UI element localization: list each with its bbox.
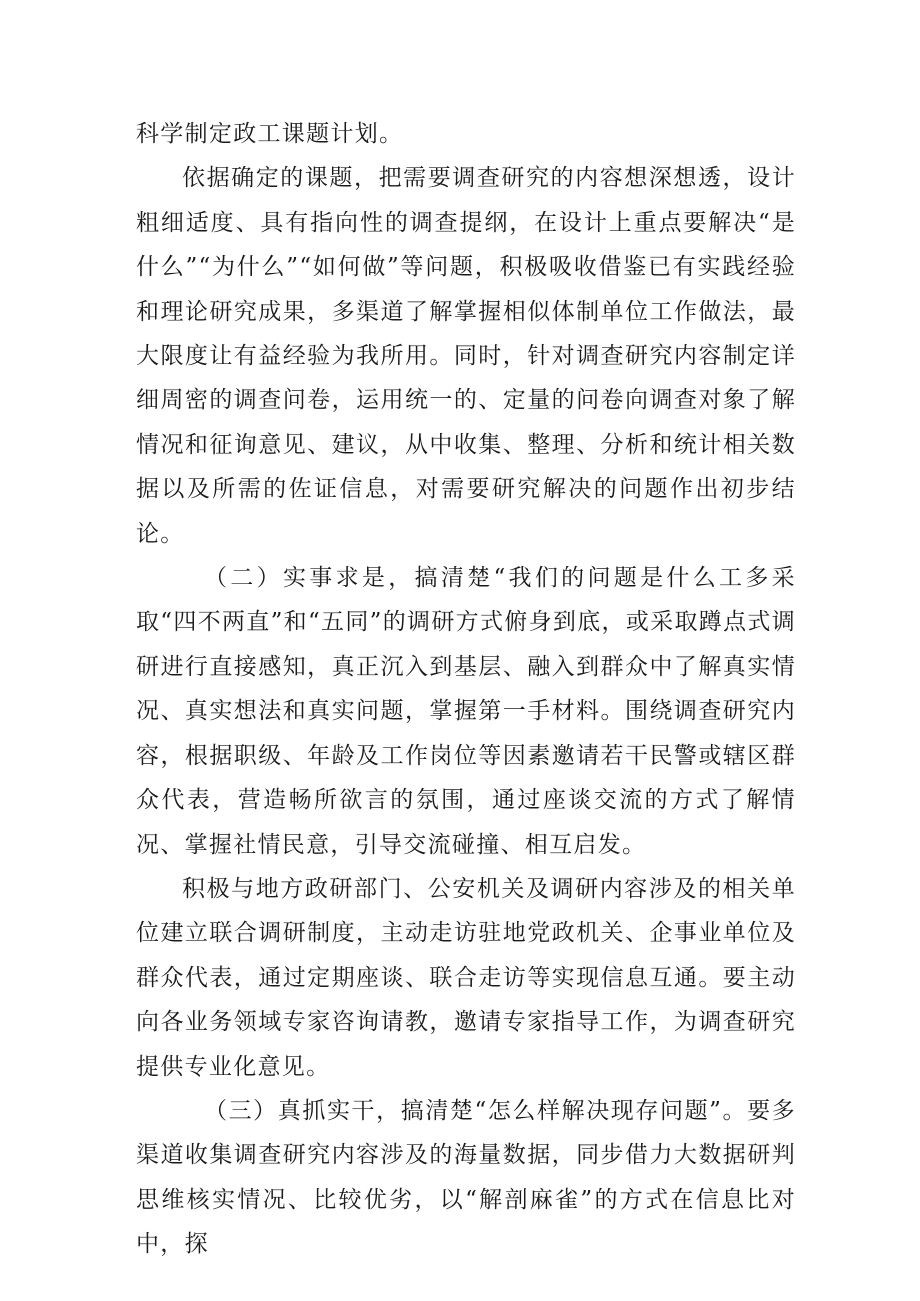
paragraph-joint-research: 积极与地方政研部门、公安机关及调研内容涉及的相关单位建立联合调研制度，主动走访驻地党政机关、企事业单位及群众代表，通过定期座谈、联合走访等实现信息互通。要主动向各业务领域专家咨询请教，邀请专家指导工作，为调查研究提供专业化意见。	[136, 875, 796, 1080]
paragraph-section-three: （三）真抓实干，搞清楚“怎么样解决现存问题”。要多渠道收集调查研究内容涉及的海量数据，同步借力大数据研判思维核实情况、比较优劣，以“解剖麻雀”的方式在信息比对中，探	[136, 1097, 796, 1258]
document-body	[136, 112, 796, 1267]
paragraph-continuation: 科学制定政工课题计划。	[136, 121, 404, 147]
paragraph-survey-outline: 依据确定的课题，把需要调查研究的内容想深想透，设计粗细适度、具有指向性的调查提纲，在设计上重点要解决“是什么”“为什么”“如何做”等问题，积极吸收借鉴已有实践经验和理论研究成果，多渠道了解掌握相似体制单位工作做法，最大限度让有益经验为我所用。同时，针对调查研究内容制定详细周密的调查问卷，运用统一的、定量的问卷向调查对象了解情况和征询意见、建议，从中收集、整理、分析和统计相关数据以及所需的佐证信息，对需要研究解决的问题作出初步结论。	[136, 165, 796, 547]
paragraph-section-two: （二）实事求是，搞清楚“我们的问题是什么工多采取“四不两直”和“五同”的调研方式俯身到底，或采取蹲点式调研进行直接感知，真正沉入到基层、融入到群众中了解真实情况、真实想法和真实问题，掌握第一手材料。围绕调查研究内容，根据职级、年龄及工作岗位等因素邀请若干民警或辖区群众代表，营造畅所欲言的氛围，通过座谈交流的方式了解情况、掌握社情民意，引导交流碰撞、相互启发。	[136, 565, 796, 858]
